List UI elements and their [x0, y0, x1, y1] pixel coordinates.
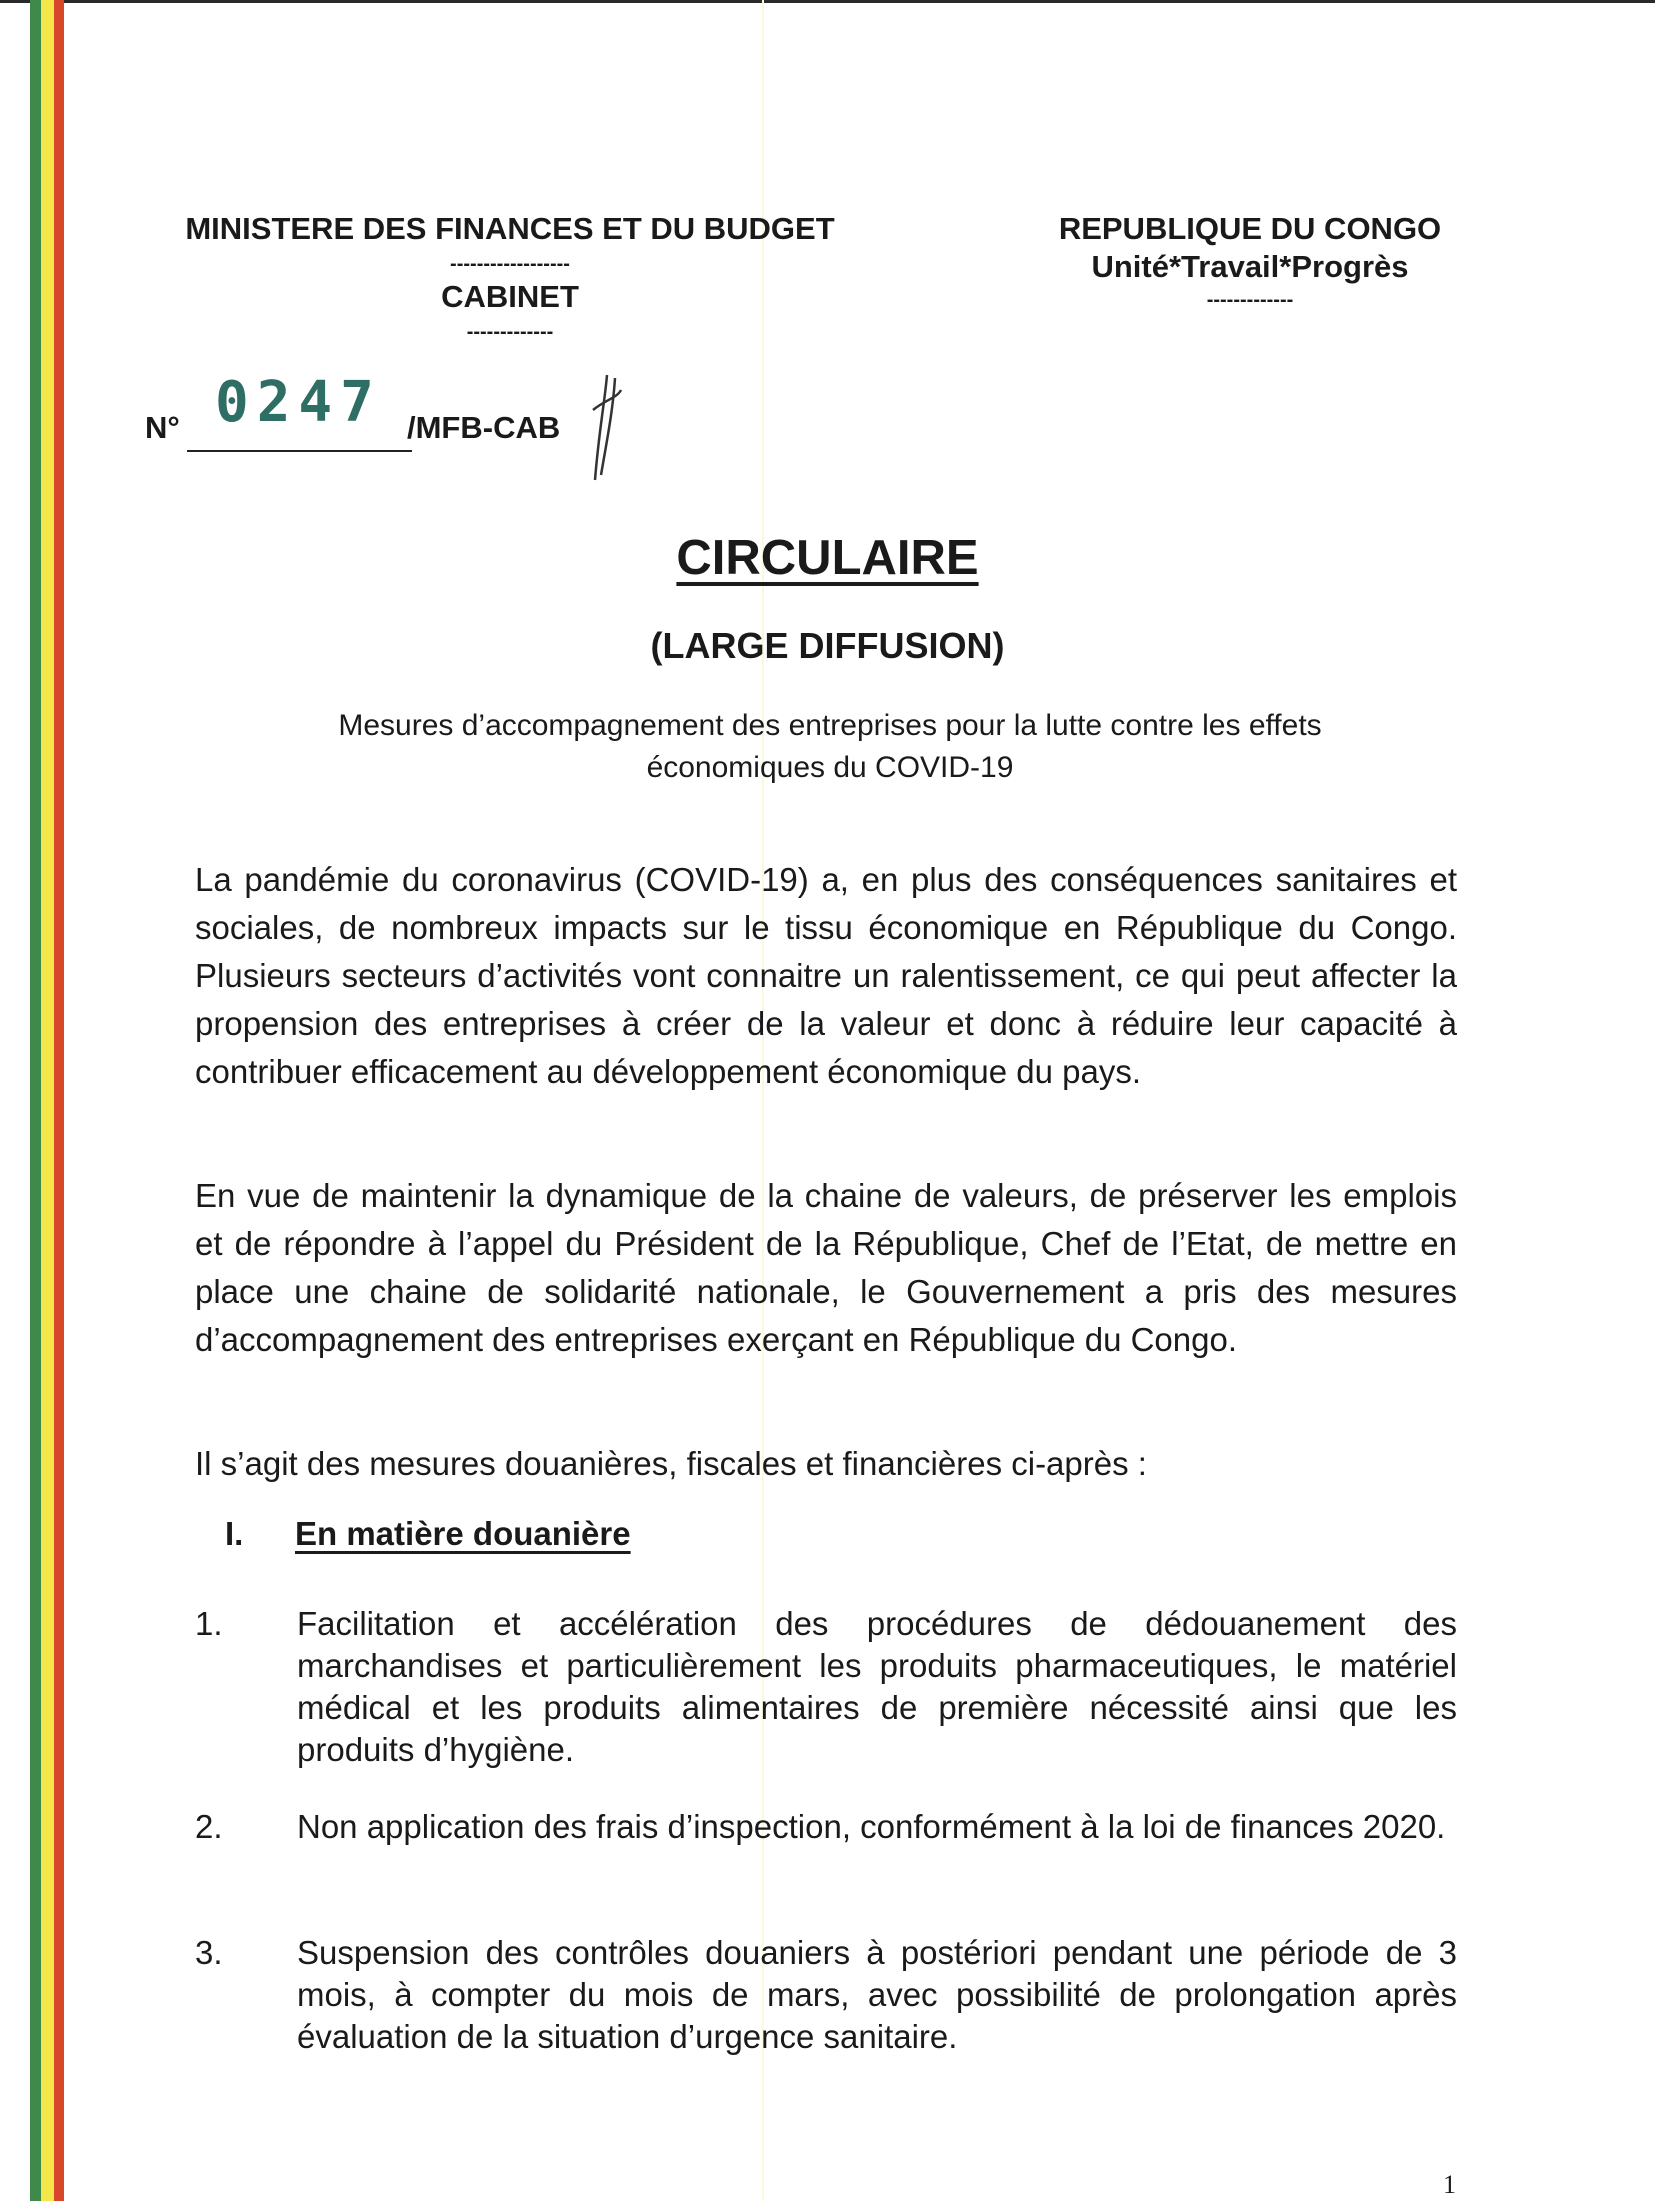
list-item-text: Facilitation et accélération des procédures de dédouanement des marchandises et particulièrement les produits pharmaceutiques, le matériel médical et les produits alimentaires de première nécessité ainsi que les produits d’hygiène. [297, 1605, 1457, 1768]
national-motto: Unité*Travail*Progrès [1091, 249, 1409, 284]
office-separator: ------------- [466, 321, 554, 343]
list-item [195, 1603, 1457, 1771]
paragraph-measures: En vue de maintenir la dynamique de la chaine de valeurs, de préserver les emplois et de répondre à l’appel du Président de la République, Chef de l’Etat, de mettre en place une chaine de solidarité nationale, le Gouvernement a pris des mesures d’accompagnement des entreprises exerçant en République du Congo. [195, 1177, 1457, 1358]
ministry-header [150, 210, 870, 346]
list-item-text: Suspension des contrôles douaniers à postériori pendant une période de 3 mois, à compter du mois de mars, avec possibilité de prolongation après évaluation de la situation d’urgence sanitaire. [297, 1934, 1457, 2055]
section-heading [225, 1515, 631, 1553]
document-title [0, 530, 1655, 586]
section-number: I. [225, 1515, 244, 1552]
document-lead: Mesures d’accompagnement des entreprises pour la lutte contre les effets économiques du COVID-19 [338, 709, 1322, 784]
page-top-border [0, 0, 1655, 3]
office-name: CABINET [441, 279, 579, 314]
flag-stripe-yellow [41, 0, 54, 2201]
reference-prefix: N° [145, 410, 180, 445]
list-item-number: 1. [195, 1605, 223, 1642]
page-number: 1 [1443, 2170, 1456, 2199]
section-label: En matière douanière [295, 1515, 631, 1552]
list-item-number: 3. [195, 1934, 223, 1971]
reference-underline [187, 450, 412, 452]
ministry-name: MINISTERE DES FINANCES ET DU BUDGET [185, 211, 835, 246]
list-item-number: 2. [195, 1808, 223, 1845]
stamped-number: 0247 [215, 370, 382, 435]
country-separator: ------------- [1206, 289, 1294, 311]
country-name: REPUBLIQUE DU CONGO [1058, 211, 1442, 246]
reference-number [145, 370, 665, 480]
flag-stripe-red [54, 0, 64, 2201]
paragraph-intro: La pandémie du coronavirus (COVID-19) a, en plus des conséquences sanitaires et sociales, de nombreux impacts sur le tissu économique en République du Congo. Plusieurs secteurs d’activités vont connaitre un ralentissement, ce qui peut affecter la propension des entreprises à créer de la valeur et donc à réduire leur capacité à contribuer efficacement au développement économique du pays. [195, 861, 1457, 1090]
ministry-separator: ------------------ [450, 253, 570, 275]
flag-stripe-green [30, 0, 41, 2201]
document-subtitle: (LARGE DIFFUSION) [650, 625, 1005, 666]
list-item [195, 1806, 1457, 1848]
country-header [1030, 210, 1470, 310]
signature-mark-icon [585, 370, 625, 490]
list-item [195, 1932, 1457, 2058]
list-item-text: Non application des frais d’inspection, conformément à la loi de finances 2020. [297, 1808, 1446, 1845]
document-title-text: CIRCULAIRE [676, 531, 979, 585]
paragraph-list-intro: Il s’agit des mesures douanières, fiscales et financières ci-après : [195, 1445, 1147, 1482]
reference-suffix: /MFB-CAB [407, 410, 561, 445]
